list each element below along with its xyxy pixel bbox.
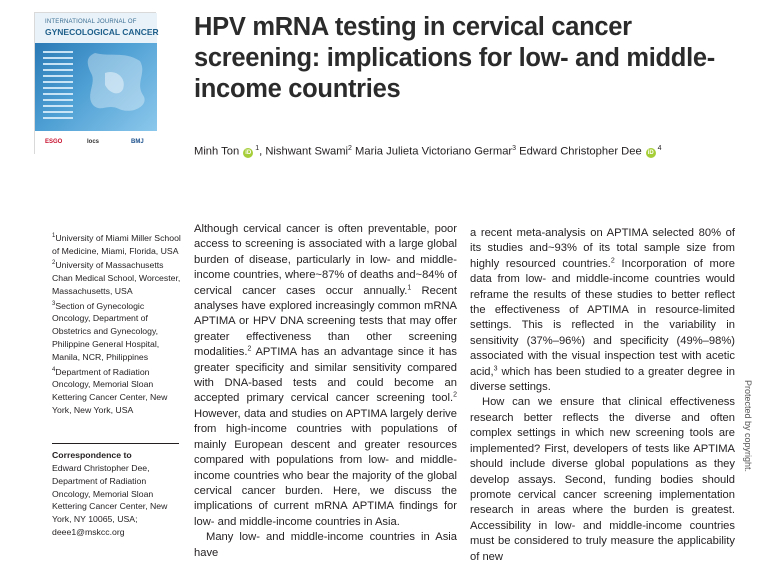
orcid-icon[interactable]: iD <box>647 149 654 156</box>
author-name: Minh Ton <box>194 145 240 158</box>
affiliation-item: $^1$University of Miami Miller School of Medicine, Miami, Florida, USA <box>52 232 181 256</box>
correspondence-heading: Correspondence to <box>52 450 132 460</box>
body-column-left <box>194 222 458 559</box>
cover-contents-lines <box>43 51 73 123</box>
cover-logo-esgo: ESGO <box>45 139 63 145</box>
affiliations <box>52 230 182 417</box>
article-title: HPV mRNA testing in cervical cancer screening: implications for low- and middle-income countries <box>194 13 715 103</box>
affiliation-item: $^2$University of Massachusetts Chan Medical School, Worcester, Massachusetts, USA <box>52 260 181 296</box>
correspondence-text: Edward Christopher Dee, Department of Radiation Oncology, Memorial Sloan Kettering Cancer Center, New York, NY 10065, USA; deee1@mskcc.org <box>52 463 168 537</box>
body-paragraph: a recent meta-analysis on APTIMA selected 80% of its studies and~93% of its total sample size from highly resourced countries.$^2$ Incorporation of more data from low- and middle-income countries would reframe the results of these studies to better reflect the effectiveness of APTIMA in resource-limited settings. This is reflected in the variability in sensitivity (37%–96%) and specificity (49%–98%) associated with the visual inspection test with acetic acid,$^3$ which has been studied to a greater degree in diverse settings. <box>470 227 735 394</box>
citation-ref[interactable]: 2 <box>247 345 252 353</box>
author-affiliation-ref: 4 <box>657 145 662 152</box>
body-paragraph: How can we ensure that clinical effectiveness research better reflects the diverse and often complex settings in which new screening tools are implemented? First, developers of tests like APTIMA should include diverse global populations as they develop assays. Second, funding bodies should promote cervical cancer screening implementation research in areas where the burden is greatest. Accessibility in low- and middle-income countries must be considered to truly measure the applicability of new <box>470 396 735 563</box>
author-name: Edward Christopher Dee <box>519 145 642 158</box>
citation-ref[interactable]: 1 <box>407 283 412 291</box>
author-affiliation-ref: 1 <box>255 145 260 152</box>
author-affiliation-ref: 2 <box>348 145 352 152</box>
citation-ref[interactable]: 2 <box>453 391 457 399</box>
divider <box>52 443 179 444</box>
author-line: Minh Ton $iD^1$, Nishwant Swami$^2$ Maria Julieta Victoriano Germar$^3$ Edward Christopher Dee $iD^4$ <box>194 145 662 158</box>
body-paragraph: Many low- and middle-income countries in Asia have <box>194 531 457 559</box>
body-paragraph: Although cervical cancer is often preventable, poor access to screening is associated with a large global burden of disease, particularly in low- and middle-income countries, where~87% of deaths and~84% of cervical cancer cases occur annually.$^1$ Recent analyses have explored increasingly common mRNA APTIMA or HPV DNA screening tests that may offer greater effectiveness than other screening modalities.$^2$ APTIMA has an advantage since it has greater specificity and similar sensitivity compared with DNA-based tests and could become an accepted primary cervical cancer screening tool.$^2$ However, data and studies on APTIMA largely derive from high-income countries with populations of mainly European descent and greater resources compared with populations from low- and middle-income countries who bear the majority of the global cervical cancer burden. Here, we discuss the implications of current mRNA APTIMA findings for low- and middle-income countries in Asia. <box>194 223 458 528</box>
citation-ref[interactable]: 3 <box>493 364 498 372</box>
author-affiliation-ref: 3 <box>512 145 517 152</box>
cover-logo-iocs: Iocs <box>87 139 100 145</box>
citation-ref[interactable]: 2 <box>610 257 615 265</box>
cover-logo-bmj: BMJ <box>131 139 144 145</box>
copyright-side-text: Protected by copyright. <box>743 380 753 473</box>
journal-cover <box>34 12 159 154</box>
affiliation-item: $^3$Section of Gynecologic Oncology, Department of Obstetrics and Gynecology, Philippine General Hospital, Manila, NCR, Philippines <box>52 300 160 362</box>
cover-journal-name: GYNECOLOGICAL CANCER <box>45 27 159 37</box>
body-column-right <box>470 226 735 563</box>
orcid-icon[interactable]: iD <box>245 149 252 156</box>
author-name: Maria Julieta Victoriano Germar <box>355 145 513 158</box>
author-name: Nishwant Swami <box>265 145 349 158</box>
cover-journal-prefix: INTERNATIONAL JOURNAL OF <box>45 19 137 25</box>
affiliation-item: $^4$Department of Radiation Oncology, Memorial Sloan Kettering Cancer Center, New York, New York, USA <box>52 366 168 415</box>
